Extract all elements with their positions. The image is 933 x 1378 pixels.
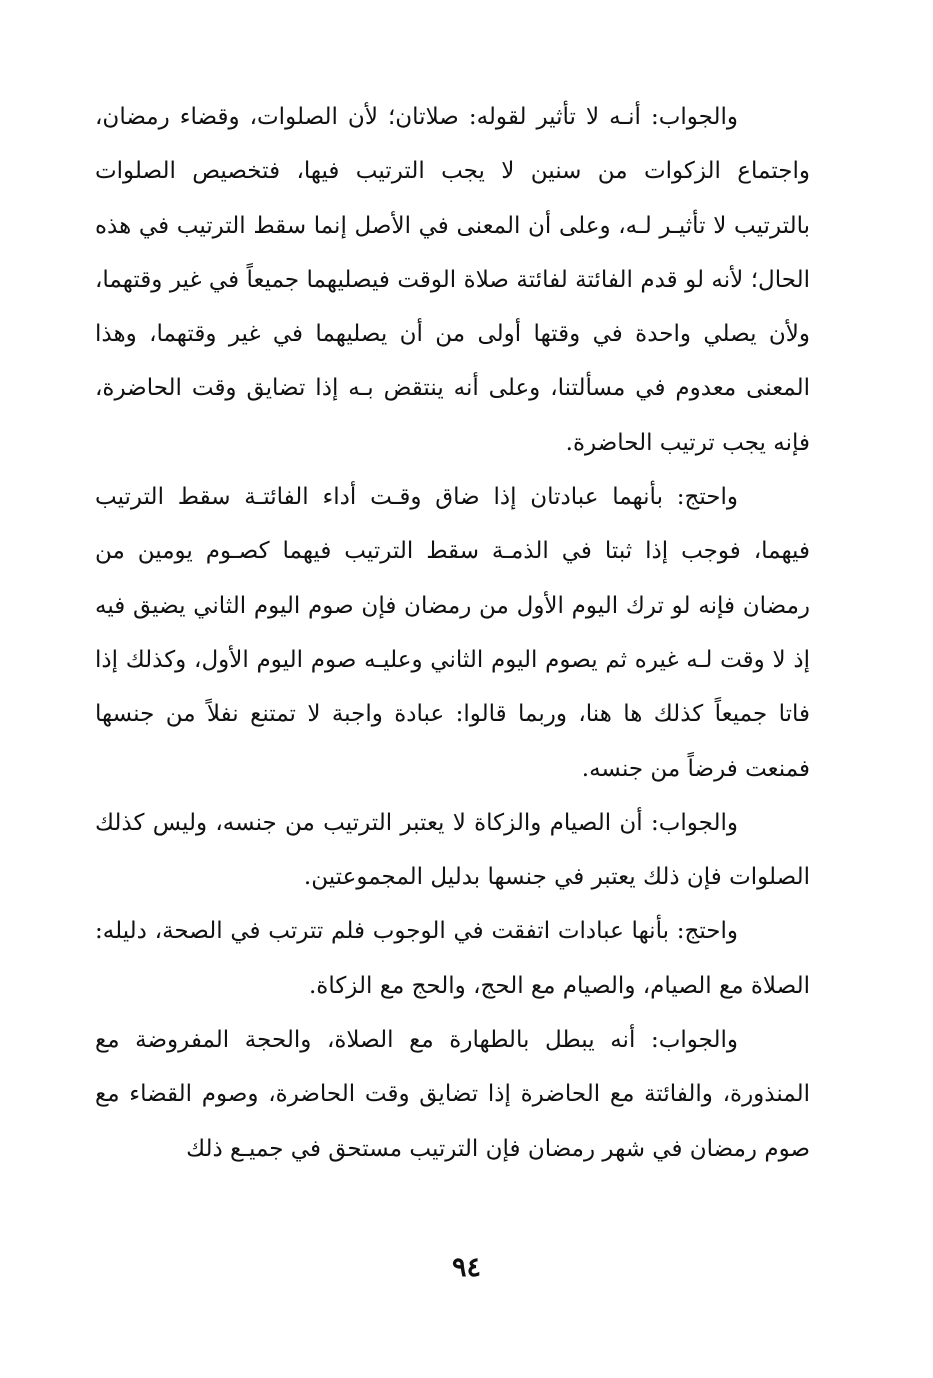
paragraph-2: واحتج: بأنهما عبادتان إذا ضاق وقـت أداء الفائتـة سقط الترتيب فيهما، فوجب إذا ثبتا في الذمـة سقط الترتيب فيهما كصـوم يومين من رمضان فإنه لو ترك اليوم الأول من رمضان فإن صوم اليوم الثاني يضيق فيه إذ لا وقت لـه غيره ثم يصوم اليوم الثاني وعليـه صوم اليوم الأول، وكذلك إذا فاتا جميعاً كذلك ها هنا، وربما قالوا: عبادة واجبة لا تمتنع نفلاً من جنسها فمنعت فرضاً من جنسه. — [95, 484, 810, 782]
paragraph-3: والجواب: أن الصيام والزكاة لا يعتبر الترتيب من جنسه، وليس كذلك الصلوات فإن ذلك يعتبر في جنسها بدليل المجموعتين. — [95, 809, 810, 891]
paragraph-5: والجواب: أنه يبطل بالطهارة مع الصلاة، والحجة المفروضة مع المنذورة، والفائتة مع الحاضرة إذا تضايق وقت الحاضرة، وصوم القضاء مع صوم رمضان في شهر رمضان فإن الترتيب مستحق في جميـع ذلك — [95, 1027, 810, 1162]
paragraph-1: والجواب: أنـه لا تأثير لقوله: صلاتان؛ لأن الصلوات، وقضاء رمضان، واجتماع الزكوات من سنين لا يجب الترتيب فيها، فتخصيص الصلوات بالترتيب لا تأثيـر لـه، وعلى أن المعنى في الأصل إنما سقط الترتيب في هذه الحال؛ لأنه لو قدم الفائتة لفائتة صلاة الوقت فيصليهما جميعاً في غير وقتهما، ولأن يصلي واحدة في وقتها أولى من أن يصليهما في غير وقتهما، وهذا المعنى معدوم في مسألتنا، وعلى أنه ينتقض بـه إذا تضايق وقت الحاضرة، فإنه يجب ترتيب الحاضرة. — [95, 104, 810, 456]
page-number: ٩٤ — [451, 1252, 481, 1283]
paragraph-4: واحتج: بأنها عبادات اتفقت في الوجوب فلم تترتب في الصحة، دليله: الصلاة مع الصيام، والصيام مع الحج، والحج مع الزكاة. — [95, 918, 810, 999]
body-text — [95, 90, 810, 1176]
